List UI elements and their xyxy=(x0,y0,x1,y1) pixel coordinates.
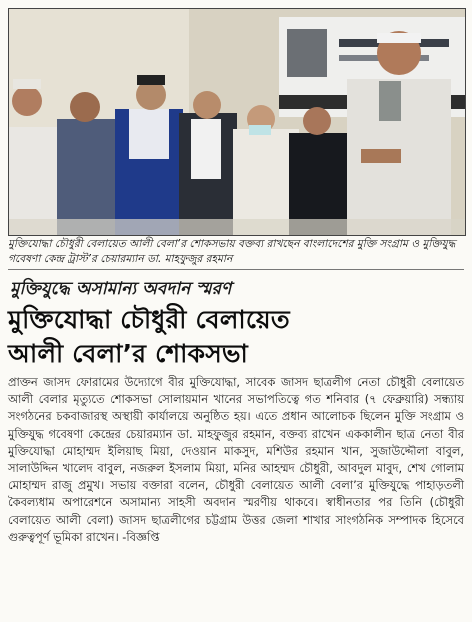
headline-line-2: আলী বেলা’র শোকসভা xyxy=(8,339,249,368)
article-body: প্রাক্তন জাসদ ফোরামের উদ্যোগে বীর মুক্তিযোদ্ধা, সাবেক জাসদ ছাত্রলীগ নেতা চৌধুরী বেলায়েত আলী বেলার মৃত্যুতে শোকসভা সোলায়মান খানের সভাপতিত্বে গত শনিবার (৭ ফেব্রুয়ারি) সন্ধ্যায় সংগঠনের চকবাজারস্থ অস্থায়ী কার্যালয়ে অনুষ্ঠিত হয়। এতে প্রধান আলোচক ছিলেন মুক্তি সংগ্রাম ও মুক্তিযুদ্ধ গবেষণা কেন্দ্রের চেয়ারম্যান ডা. মাহফুজুর রহমান, বক্তব্য রাখেন এককালীন ছাত্র নেতা বীর মুক্তিযোদ্ধা মোহাম্মদ ইলিয়াছ মিয়া, দেওয়ান মাকসুদ, মশিউর রহমান খান, সুজাউদ্দৌলা বাবুল, সালাউদ্দিন খালেদ বাবুল, নজরুল ইসলাম মিয়া, মনির আহম্মদ চৌধুরী, আবদুল মাবুদ, শেখ গোলাম মোহাম্মদ রাজু প্রমুখ। সভায় বক্তারা বলেন, চৌধুরী বেলায়েত আলী বেলা’র মুক্তিযুদ্ধে পাহাড়তলী কৈবল্যধাম অপারেশনে অসামান্য সাহসী অবদান স্মরণীয় থাকবে। স্বাধীনতার পর তিনি (চৌধুরী বেলায়েত আলী বেলা) জাসদ ছাত্রলীগের চট্টগ্রাম উত্তর জেলা শাখার সাংগঠনিক সম্পাদক হিসেবে গুরুত্বপূর্ণ ভূমিকা রাখেন। -বিজ্ঞপ্তি xyxy=(8,375,464,544)
headline-line-1: মুক্তিযোদ্ধা চৌধুরী বেলায়েত xyxy=(8,305,290,334)
news-photo xyxy=(8,8,466,236)
kicker-headline: মুক্তিযুদ্ধে অসামান্য অবদান স্মরণ xyxy=(10,279,232,299)
meeting-photo-illustration xyxy=(9,9,465,235)
main-headline xyxy=(8,303,464,371)
photo-caption: মুক্তিযোদ্ধা চৌধুরী বেলায়েত আলী বেলা’র শোকসভায় বক্তব্য রাখছেন বাংলাদেশের মুক্তি সংগ্রাম ও মুক্তিযুদ্ধ গবেষণা কেন্দ্র ট্রাস্ট’র চেয়ারম্যান ডা. মাহফুজুর রহমান xyxy=(8,237,464,270)
